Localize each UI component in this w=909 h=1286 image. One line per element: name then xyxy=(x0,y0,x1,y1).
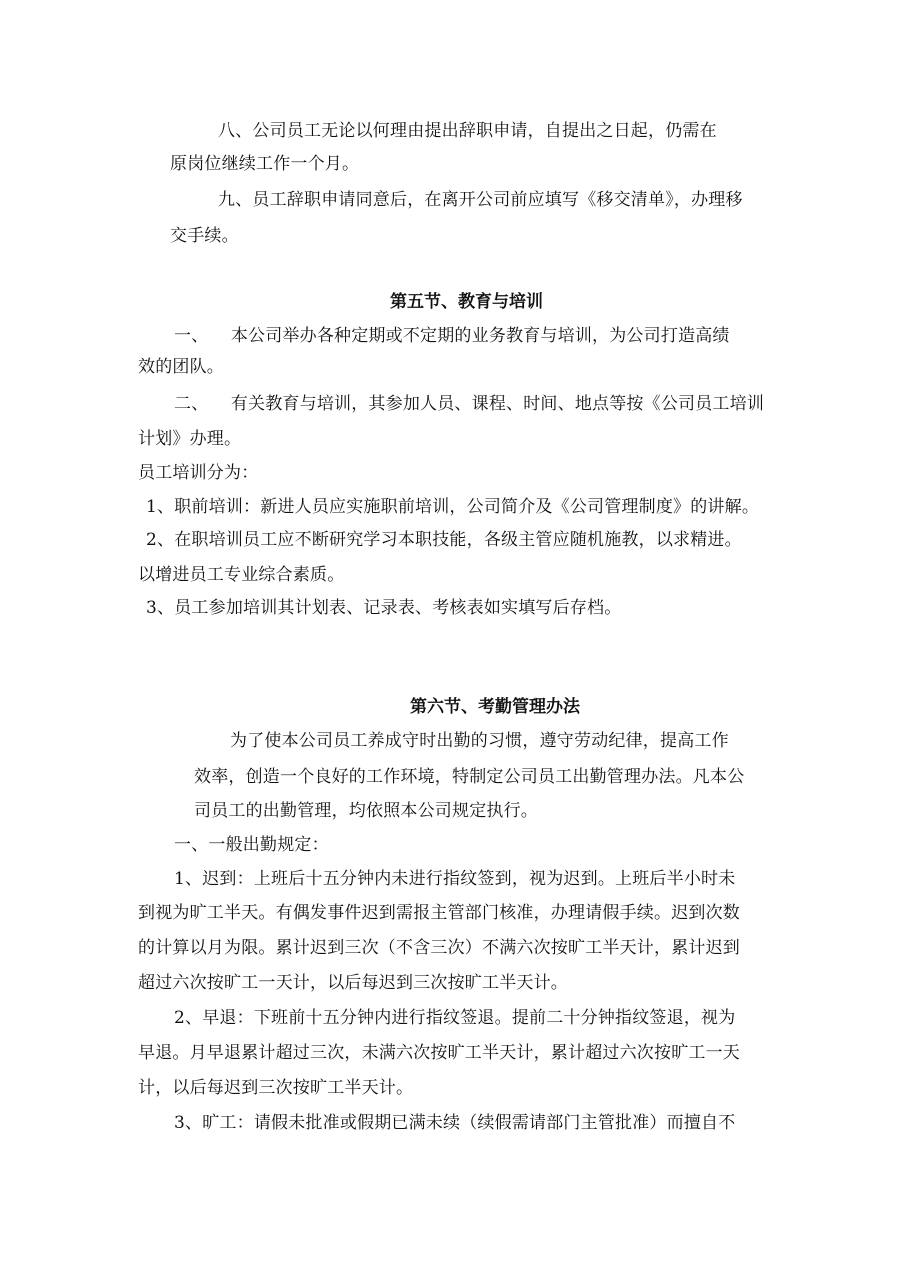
late-rule-line1: 1、迟到：上班后十五分钟内未进行指纹签到，视为迟到。上班后半小时未 xyxy=(174,869,736,889)
training-item2-line2: 以增进员工专业综合素质。 xyxy=(138,565,345,585)
general-rules-heading: 一、一般出勤规定： xyxy=(174,835,329,855)
section6-intro-line1: 为了使本公司员工养成守时出勤的习惯，遵守劳动纪律，提高工作 xyxy=(230,731,729,751)
item9-line1: 九、员工辞职申请同意后，在离开公司前应填写《移交清单》，办理移 xyxy=(218,190,743,210)
section6-intro-line2: 效率，创造一个良好的工作环境，特制定公司员工出勤管理办法。凡本公 xyxy=(194,767,745,787)
late-rule-line3: 的计算以月为限。累计迟到三次（不含三次）不满六次按旷工半天计，累计迟到 xyxy=(138,938,740,958)
late-rule-line4: 超过六次按旷工一天计，以后每迟到三次按旷工半天计。 xyxy=(138,973,568,993)
section5-item1-line2: 效的团队。 xyxy=(138,357,224,377)
section5-item1-line1: 一、 本公司举办各种定期或不定期的业务教育与培训，为公司打造高绩 xyxy=(174,326,730,346)
section6-intro-line3: 司员工的出勤管理，均依照本公司规定执行。 xyxy=(194,801,538,821)
early-rule-line3: 计，以后每迟到三次按旷工半天计。 xyxy=(138,1078,414,1098)
item9-line2: 交手续。 xyxy=(170,226,239,246)
training-item3: 3、员工参加培训其计划表、记录表、考核表如实填写后存档。 xyxy=(146,598,622,618)
section6-title: 第六节、考勤管理办法 xyxy=(410,697,580,717)
section5-title: 第五节、教育与培训 xyxy=(390,292,543,312)
absent-rule-line1: 3、旷工：请假未批准或假期已满未续（续假需请部门主管批准）而擅自不 xyxy=(174,1113,736,1133)
section5-item2-line2: 计划》办理。 xyxy=(138,429,242,449)
item8-line2: 原岗位继续工作一个月。 xyxy=(170,154,360,174)
training-item2-line1: 2、在职培训员工应不断研究学习本职技能，各级主管应随机施教，以求精进。 xyxy=(146,530,742,550)
early-rule-line1: 2、早退：下班前十五分钟内进行指纹签退。提前二十分钟指纹签退，视为 xyxy=(174,1008,736,1028)
item8-line1: 八、公司员工无论以何理由提出辞职申请，自提出之日起，仍需在 xyxy=(218,121,717,141)
training-item1: 1、职前培训：新进人员应实施职前培训，公司简介及《公司管理制度》的讲解。 xyxy=(146,497,760,517)
training-intro: 员工培训分为： xyxy=(138,463,259,483)
section5-item2-line1: 二、 有关教育与培训，其参加人员、课程、时间、地点等按《公司员工培训 xyxy=(174,394,765,414)
early-rule-line2: 早退。月早退累计超过三次，未满六次按旷工半天计，累计超过六次按旷工一天 xyxy=(138,1043,740,1063)
late-rule-line2: 到视为旷工半天。有偶发事件迟到需报主管部门核准，办理请假手续。迟到次数 xyxy=(138,903,740,923)
